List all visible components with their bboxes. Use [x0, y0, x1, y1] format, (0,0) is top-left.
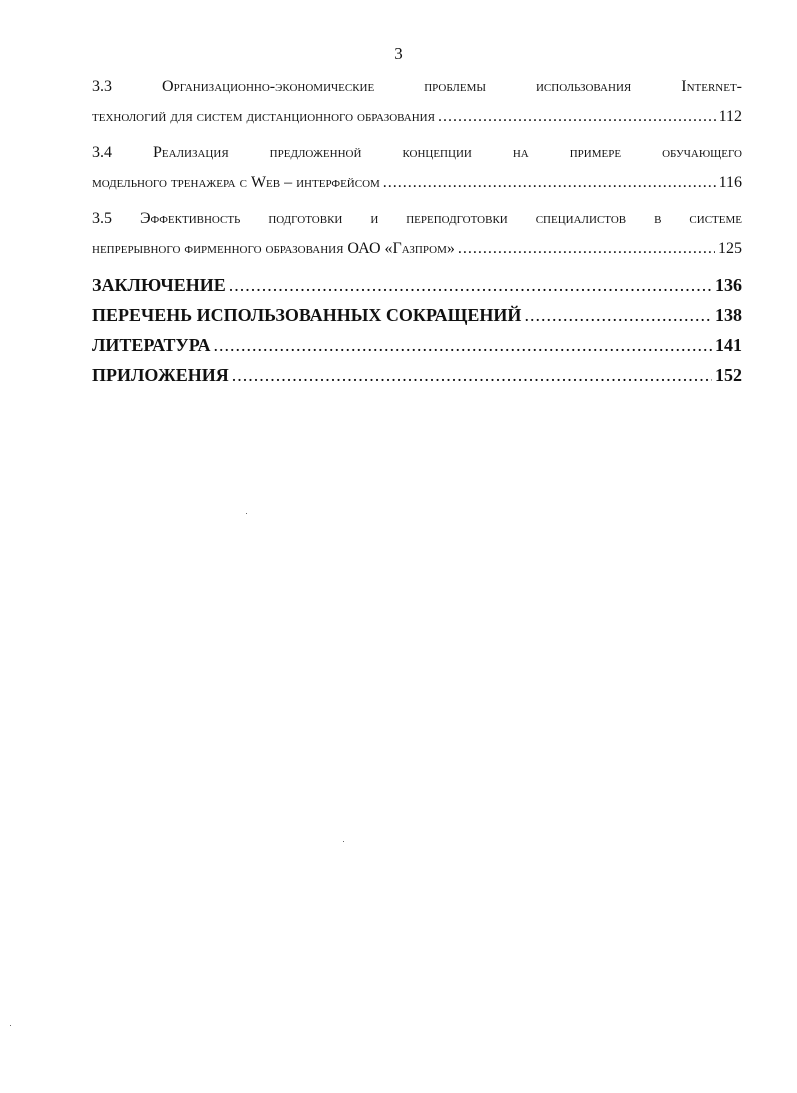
scan-speck	[343, 841, 344, 842]
toc-entry-title-line2: модельного тренажера с Web – интерфейсом	[92, 174, 380, 191]
toc-entry-literature[interactable]	[92, 330, 742, 360]
toc-entry-title-line1: 3.5 Эффективность подготовки и переподготовки специалистов в системе	[92, 210, 742, 227]
toc-entry-title: ЗАКЛЮЧЕНИЕ	[92, 275, 226, 295]
toc-entry-3-4[interactable]	[92, 138, 742, 198]
table-of-contents	[92, 72, 742, 390]
toc-main-entries	[92, 270, 742, 390]
toc-entry-title-line1: 3.3 Организационно-экономические проблемы использования Internet-	[92, 78, 742, 95]
toc-entry-page: 112	[718, 108, 742, 125]
dot-leader	[438, 102, 716, 132]
toc-entry-page: 116	[718, 174, 742, 191]
toc-entry-page: 141	[715, 335, 742, 355]
dot-leader	[213, 330, 712, 360]
toc-entry-page: 136	[715, 275, 742, 295]
dot-leader	[524, 300, 712, 330]
toc-entry-appendices[interactable]	[92, 360, 742, 390]
toc-entry-title-line2-row	[92, 102, 742, 132]
toc-entry-page: 138	[715, 305, 742, 325]
toc-entry-title: ПРИЛОЖЕНИЯ	[92, 365, 229, 385]
toc-entry-3-5[interactable]	[92, 204, 742, 264]
page-number: 3	[394, 44, 403, 63]
toc-entry-title: ЛИТЕРАТУРА	[92, 335, 211, 355]
toc-entry-title: ПЕРЕЧЕНЬ ИСПОЛЬЗОВАННЫХ СОКРАЩЕНИЙ	[92, 305, 522, 325]
dot-leader	[383, 168, 716, 198]
dot-leader	[229, 270, 712, 300]
toc-entry-page: 125	[718, 240, 742, 257]
dot-leader	[458, 234, 715, 264]
toc-entry-3-3[interactable]	[92, 72, 742, 132]
toc-entry-title-line1: 3.4 Реализация предложенной концепции на примере обучающего	[92, 144, 742, 161]
scan-speck	[246, 513, 247, 514]
scan-speck	[10, 1025, 11, 1026]
toc-entry-page: 152	[715, 365, 742, 385]
toc-entry-title-line2: непрерывного фирменного образования ОАО «Газпром»	[92, 240, 455, 257]
dot-leader	[232, 360, 712, 390]
toc-entry-conclusion[interactable]	[92, 270, 742, 300]
toc-entry-title-line2-row	[92, 168, 742, 198]
toc-entry-title-line2-row	[92, 234, 742, 264]
toc-entry-abbreviations[interactable]	[92, 300, 742, 330]
toc-entry-title-line2: технологий для систем дистанционного образования	[92, 108, 435, 125]
